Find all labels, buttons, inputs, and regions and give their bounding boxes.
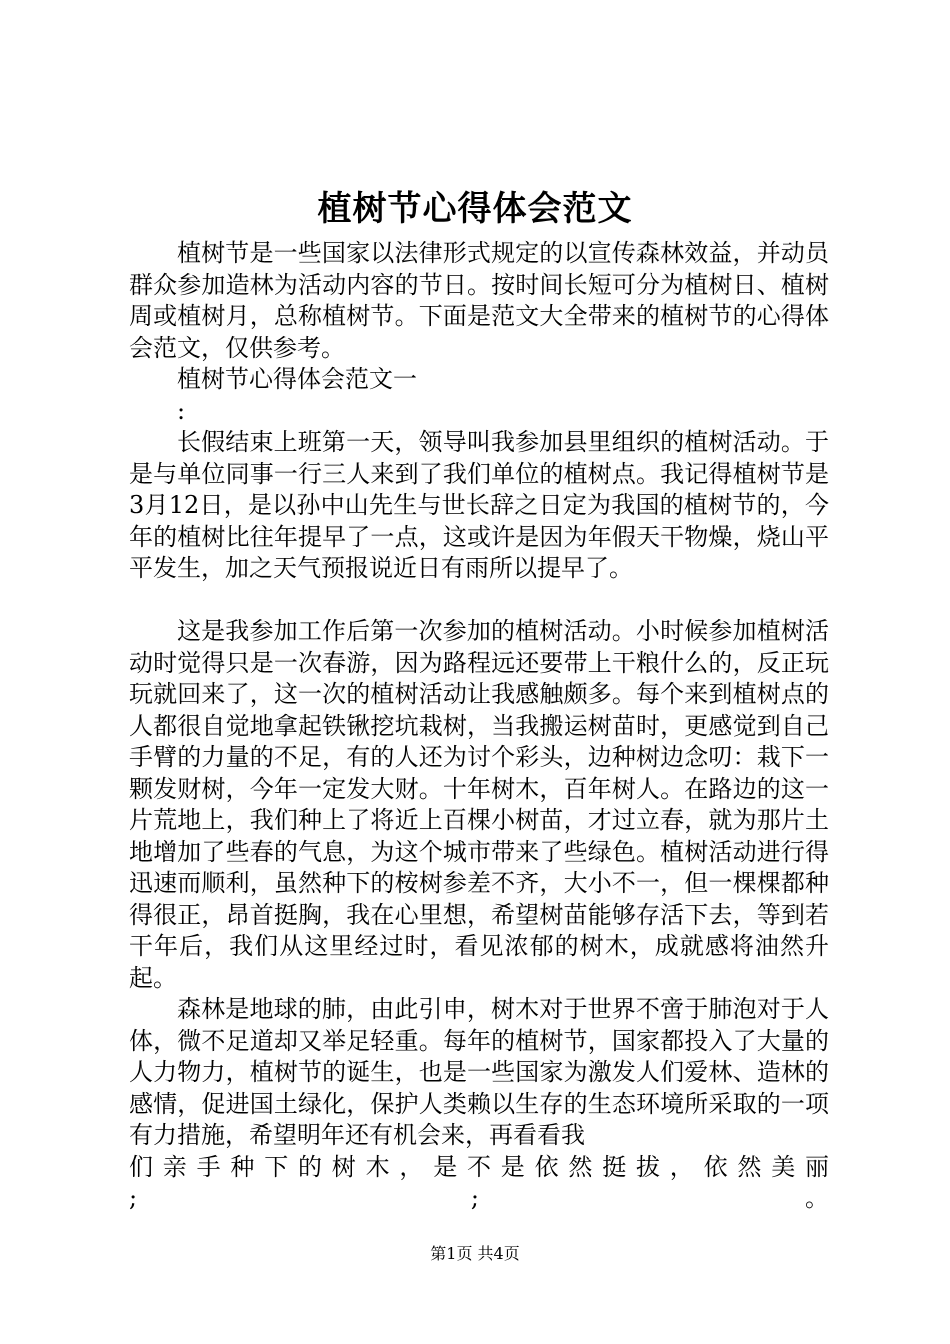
document-body xyxy=(129,238,829,1215)
body-paragraph-2: 这是我参加工作后第一次参加的植树活动。小时候参加植树活动时觉得只是一次春游，因为路程远还要带上干粮什么的，反正玩玩就回来了，这一次的植树活动让我感触颇多。每个来到植树点的人都很自觉地拿起铁锹挖坑栽树，当我搬运树苗时，更感觉到自己手臂的力量的不足，有的人还为讨个彩头，边种树边念叨：栽下一颗发财树，今年一定发大财。十年树木，百年树人。在路边的这一片荒地上，我们种上了将近上百棵小树苗，才过立春，就为那片土地增加了些春的气息，为这个城市带来了些绿色。植树活动进行得迅速而顺利，虽然种下的桉树参差不齐，大小不一，但一棵棵都种得很正，昂首挺胸，我在心里想，希望树苗能够存活下去，等到若干年后，我们从这里经过时，看见浓郁的树木，成就感将油然升起。 xyxy=(129,617,829,992)
body-paragraph-3: 森林是地球的肺，由此引申，树木对于世界不啻于肺泡对于人体，微不足道却又举足轻重。每年的植树节，国家都投入了大量的人力物力，植树节的诞生，也是一些国家为激发人们爱林、造林的感情，促进国土绿化，保护人类赖以生存的生态环境所采取的一项有力措施，希望明年还有机会来，再看看我 xyxy=(129,995,829,1149)
paragraph-gap xyxy=(129,585,829,617)
intro-paragraph: 植树节是一些国家以法律形式规定的以宣传森林效益，并动员群众参加造林为活动内容的节日。按时间长短可分为植树日、植树周或植树月，总称植树节。下面是范文大全带来的植树节的心得体会范文，仅供参考。 xyxy=(129,239,829,362)
body-paragraph-3-spread-line: 们亲手种下的树木，是不是依然挺拔，依然美丽 xyxy=(129,1152,829,1181)
body-paragraph-3-last-line xyxy=(129,1183,829,1215)
last-line-right: ;。 xyxy=(470,1184,829,1212)
body-paragraph-1: 长假结束上班第一天，领导叫我参加县里组织的植树活动。于是与单位同事一行三人来到了我们单位的植树点。我记得植树节是3月12日，是以孙中山先生与世长辞之日定为我国的植树节的，今年的植树比往年提早了一点，这或许是因为年假天干物燥，烧山平平发生，加之天气预报说近日有雨所以提早了。 xyxy=(129,428,829,582)
page-title: 植树节心得体会范文 xyxy=(317,189,633,229)
page-footer: 第1页 共4页 xyxy=(430,1244,520,1263)
section-heading: 植树节心得体会范文一 xyxy=(177,365,417,393)
section-colon: : xyxy=(177,396,186,425)
last-line-left: ; xyxy=(129,1184,138,1212)
